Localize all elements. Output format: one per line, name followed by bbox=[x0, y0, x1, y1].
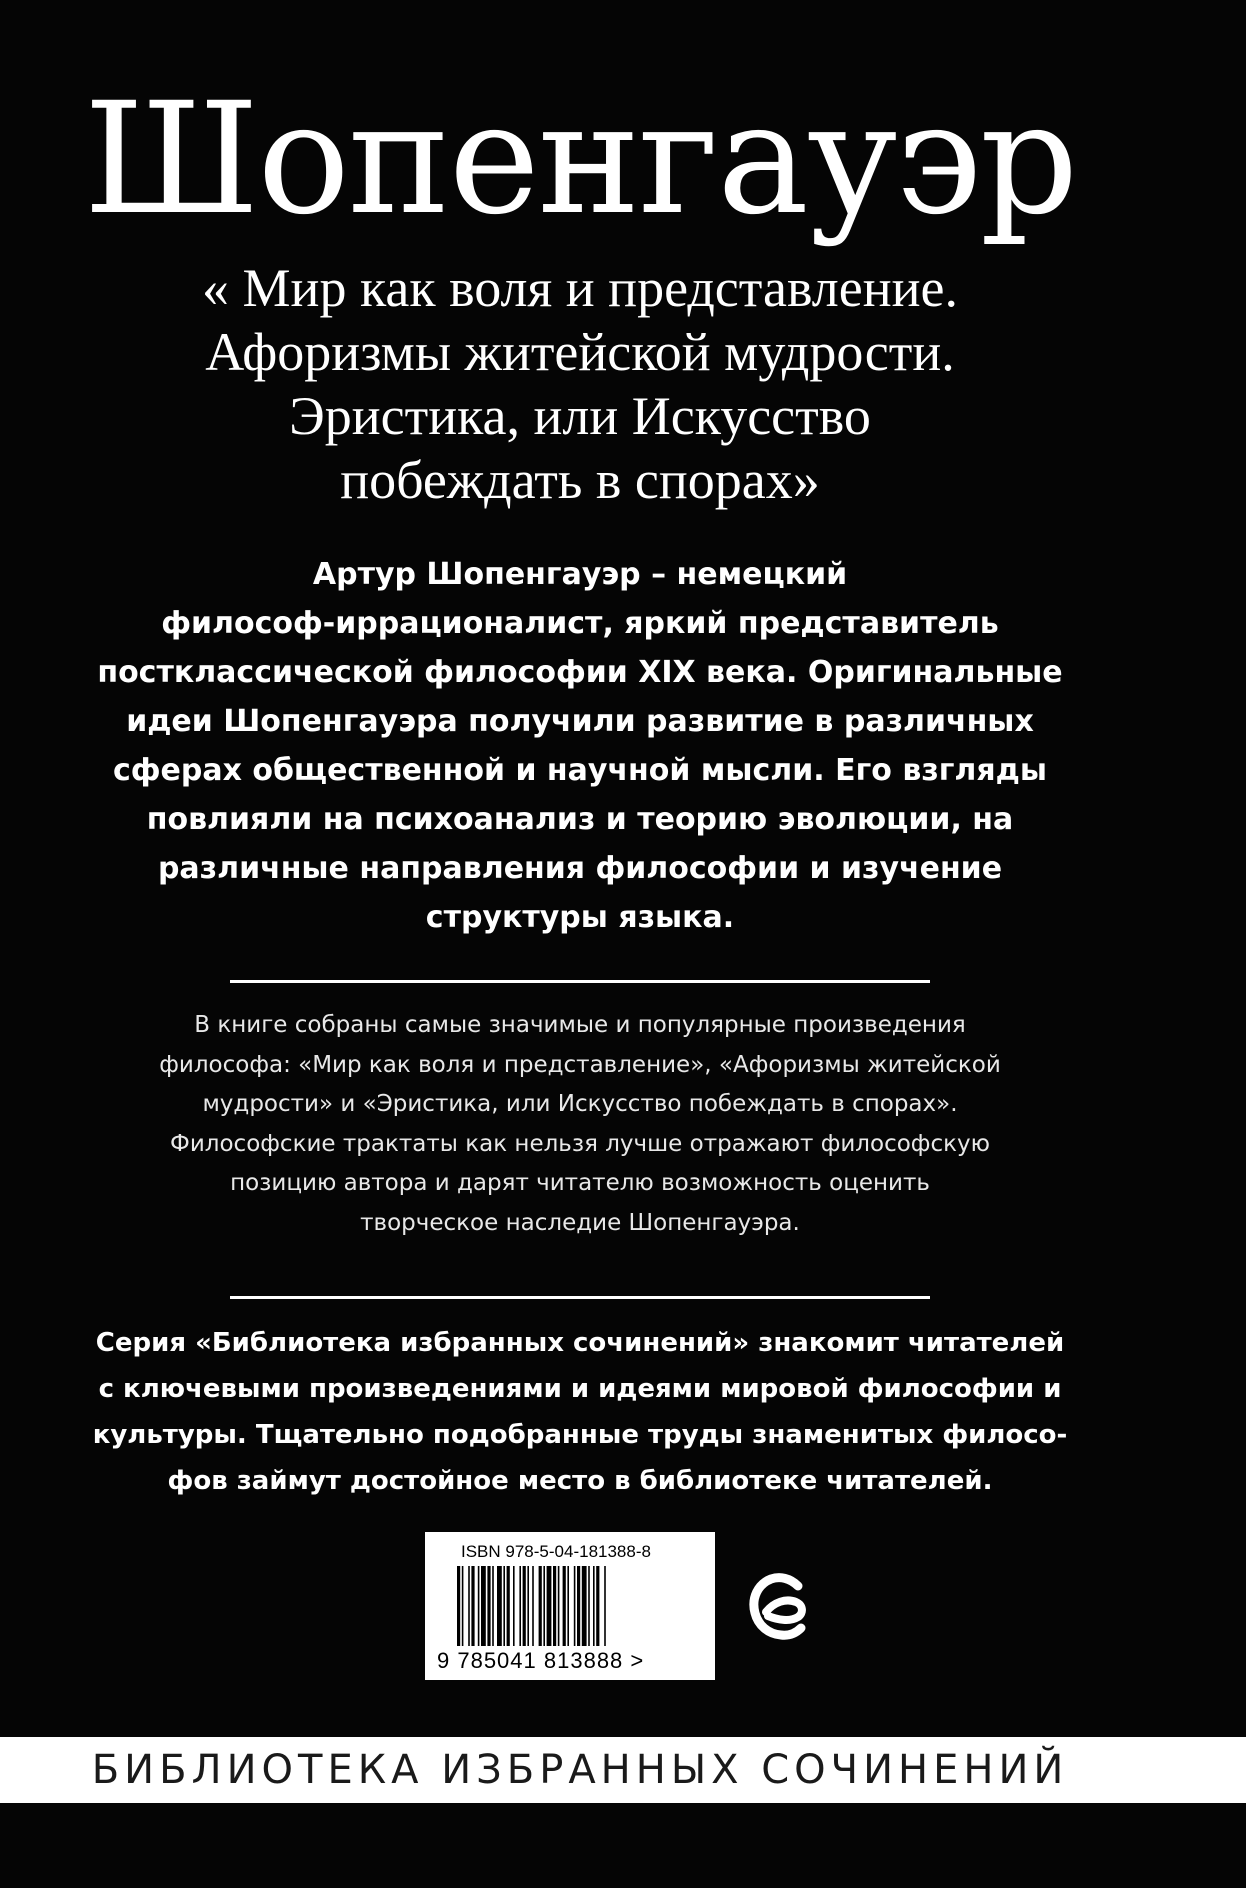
series-band bbox=[0, 1737, 1246, 1803]
contents-line: творческое наследие Шопенгауэра. bbox=[360, 1209, 800, 1236]
bio-line: постклассической философии XIX века. Оригинальные bbox=[97, 655, 1063, 690]
publisher-logo-icon bbox=[746, 1572, 808, 1646]
series-name: БИБЛИОТЕКА ИЗБРАННЫХ СОЧИНЕНИЙ bbox=[91, 1747, 1069, 1793]
bio-line: идеи Шопенгауэра получили развитие в различных bbox=[126, 704, 1034, 739]
author-name: Шопенгауэр bbox=[83, 70, 1077, 249]
bio-line: Артур Шопенгауэр – немецкий bbox=[312, 557, 848, 592]
divider-top bbox=[230, 980, 930, 983]
bio-line: повлияли на психоанализ и теорию эволюции, на bbox=[146, 802, 1014, 837]
barcode-digits: 9 785041 813888 > bbox=[437, 1648, 645, 1673]
contents-line: философа: «Мир как воля и представление», «Афоризмы житейской bbox=[159, 1051, 1001, 1078]
series-line: с ключевыми произведениями и идеями мировой философии и bbox=[98, 1374, 1062, 1404]
works-title-line: Афоризмы житейской мудрости. bbox=[205, 322, 955, 382]
author-bio bbox=[0, 550, 1160, 942]
bio-line: различные направления философии и изучение bbox=[157, 851, 1003, 886]
contents-line: мудрости» и «Эристика, или Искусство побеждать в спорах». bbox=[202, 1091, 958, 1117]
bio-line: структуры языка. bbox=[425, 900, 735, 935]
book-contents-description bbox=[0, 1006, 1160, 1243]
barcode-bars bbox=[455, 1566, 685, 1646]
works-title-line: побеждать в спорах» bbox=[340, 450, 820, 510]
divider-bottom bbox=[230, 1296, 930, 1299]
series-line: культуры. Тщательно подобранные труды знаменитых филосо- bbox=[92, 1420, 1068, 1450]
series-line: фов займут достойное место в библиотеке читателей. bbox=[167, 1466, 993, 1496]
works-title-line: Эристика, или Искусство bbox=[289, 386, 871, 446]
bio-line: сферах общественной и научной мысли. Его взгляды bbox=[112, 753, 1048, 788]
isbn-number: ISBN 978-5-04-181388-8 bbox=[461, 1542, 651, 1561]
contents-line: В книге собраны самые значимые и популярные произведения bbox=[194, 1012, 966, 1038]
works-title bbox=[0, 256, 1160, 512]
series-description bbox=[0, 1320, 1160, 1504]
works-title-line: « Мир как воля и представление. bbox=[202, 258, 958, 318]
bio-line: философ-иррационалист, яркий представитель bbox=[161, 606, 999, 641]
contents-line: Философские трактаты как нельзя лучше отражают философскую bbox=[170, 1130, 990, 1157]
contents-line: позицию автора и дарят читателю возможность оценить bbox=[230, 1170, 930, 1196]
series-line: Серия «Библиотека избранных сочинений» знакомит читателей bbox=[95, 1328, 1065, 1358]
isbn-barcode bbox=[425, 1532, 715, 1680]
